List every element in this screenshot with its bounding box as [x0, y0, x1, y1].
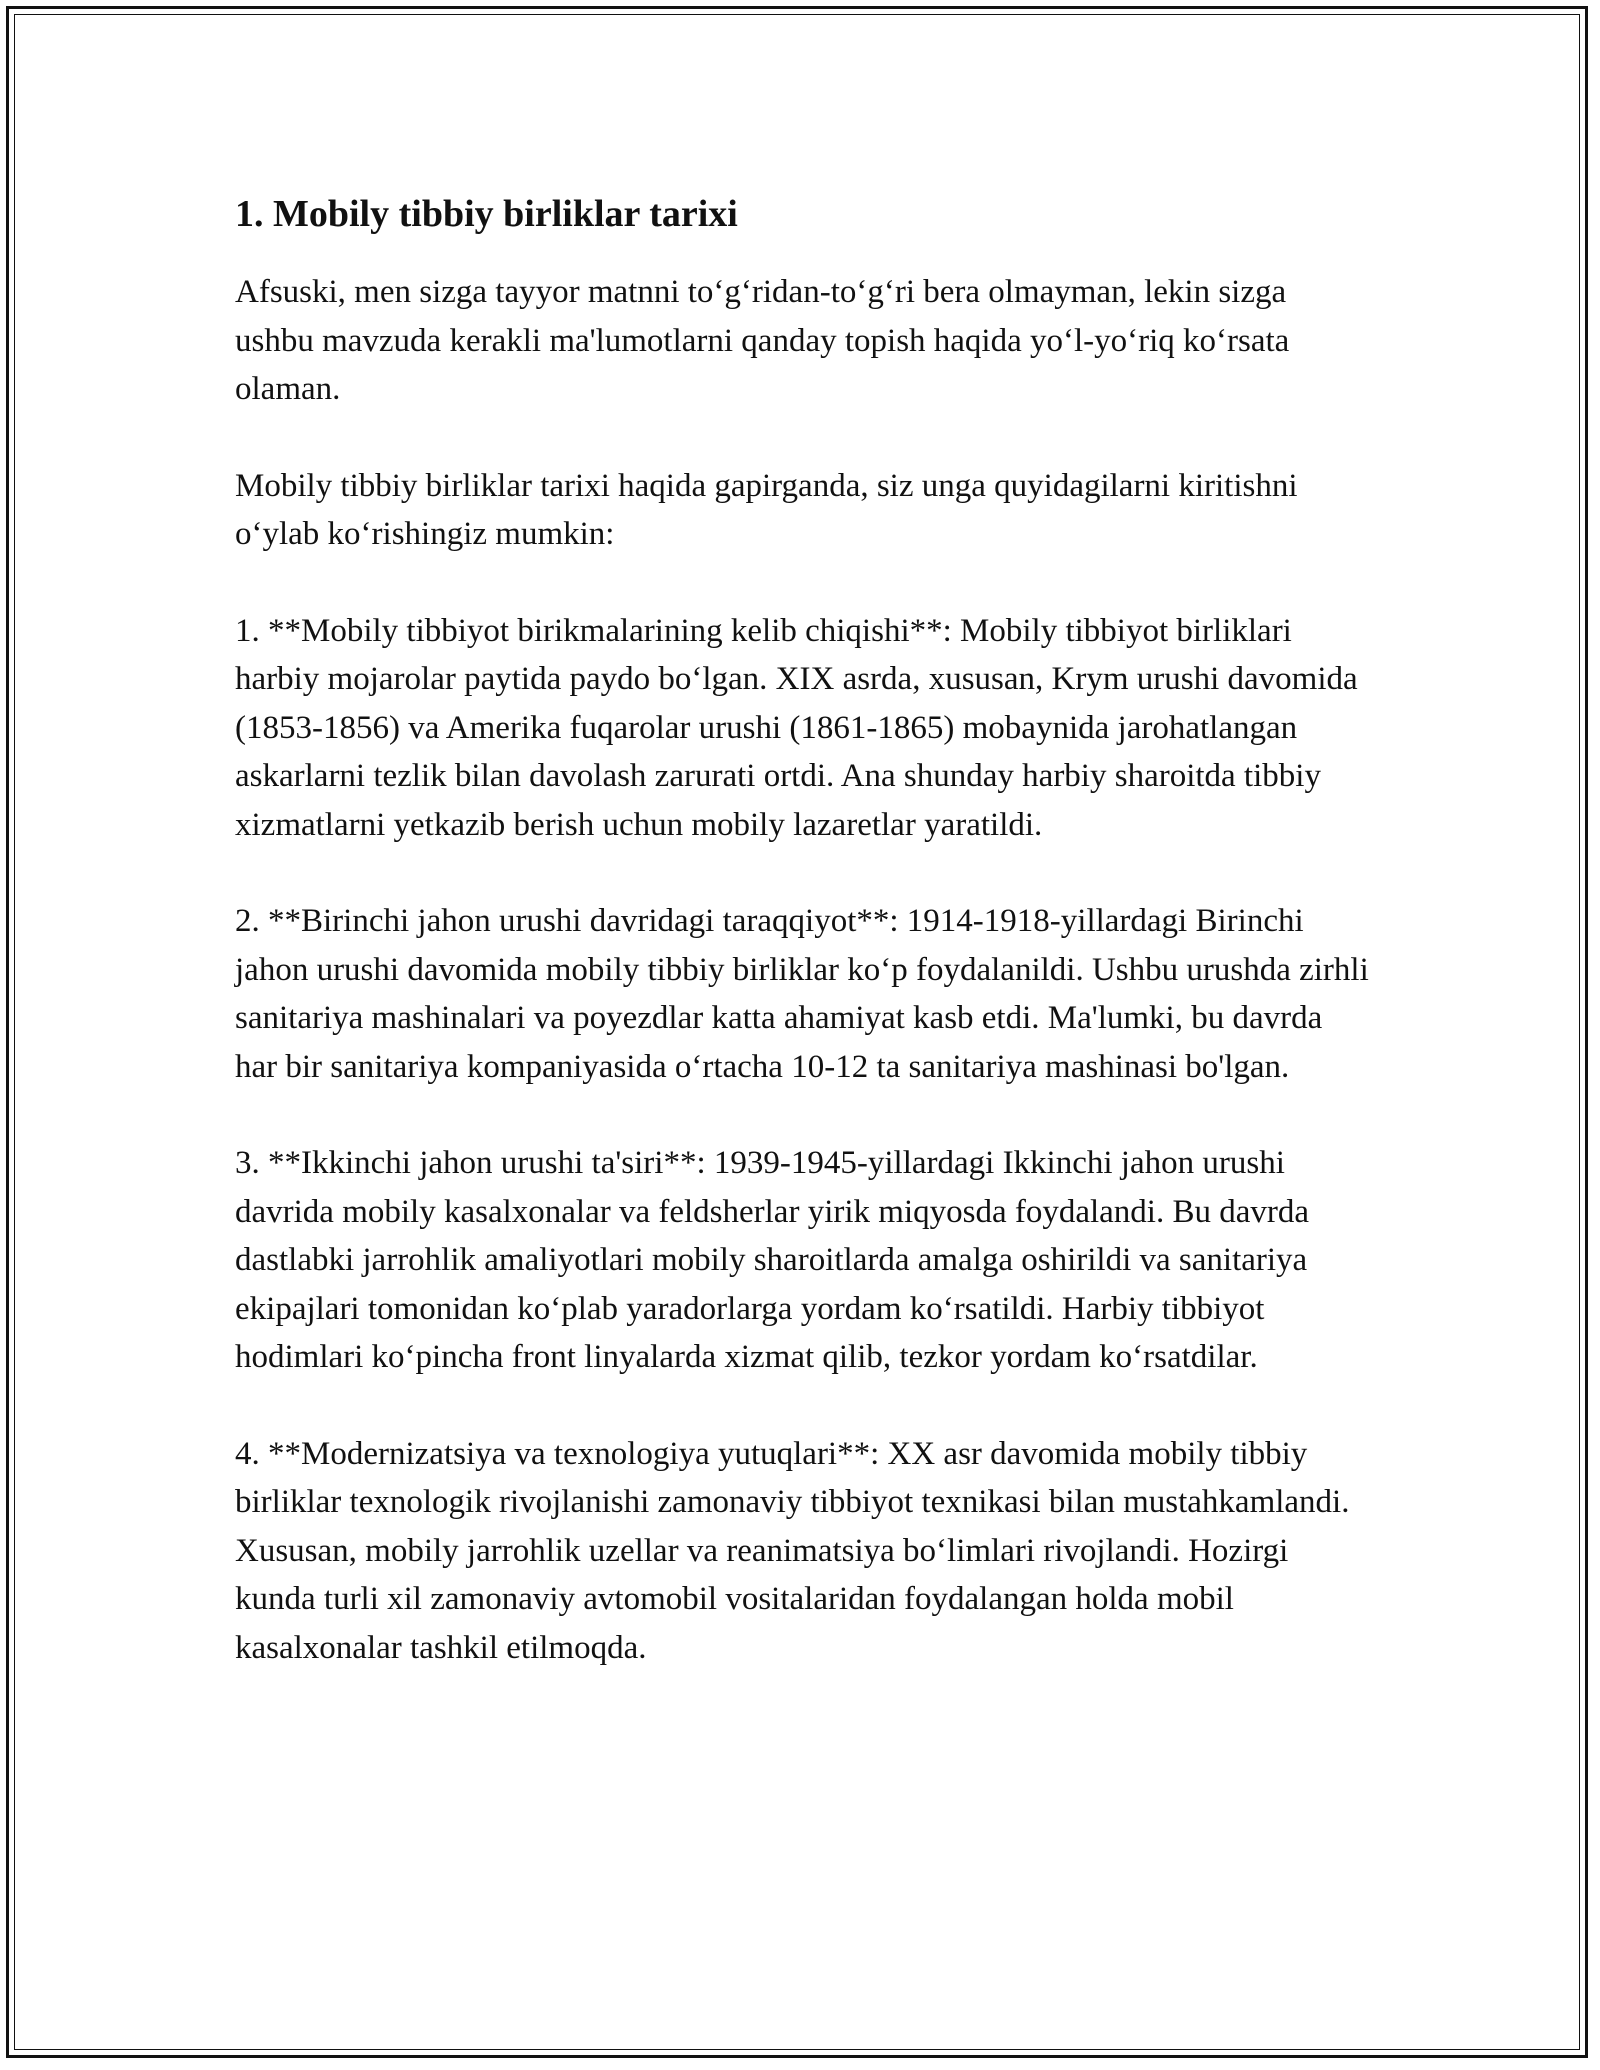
list-item-ww1: 2. **Birinchi jahon urushi davridagi taraqqiyot**: 1914-1918-yillardagi Birinchi jahon urushi davomida mobily tibbiy birliklar ko‘p foydalanildi. Ushbu urushda zirhli sanitariya mashinalari va poyezdlar katta ahamiyat kasb etdi. Ma'lumki, bu davrda har bir sanitariya kompaniyasida o‘rtacha 10-12 ta sanitariya mashinasi bo'lgan. [235, 903, 1369, 1085]
list-item-ww2: 3. **Ikkinchi jahon urushi ta'siri**: 1939-1945-yillardagi Ikkinchi jahon urushi davrida mobily kasalxonalar va feldsherlar yirik miqyosda foydalandi. Bu davrda dastlabki jarrohlik amaliyotlari mobily sharoitlarda amalga oshirildi va sanitariya ekipajlari tomonidan ko‘plab yaradorlarga yordam ko‘rsatildi. Harbiy tibbiyot hodimlari ko‘pincha front linyalarda xizmat qilib, tezkor yordam ko‘rsatdilar. [235, 1145, 1310, 1375]
intro-paragraph: Afsuski, men sizga tayyor matnni to‘g‘ridan-to‘g‘ri bera olmayman, lekin sizga ushbu mavzuda kerakli ma'lumotlarni qanday topish haqida yo‘l-yo‘riq ko‘rsata olaman. [235, 274, 1290, 407]
lead-in-paragraph: Mobily tibbiy birliklar tarixi haqida gapirganda, siz unga quyidagilarni kiritishni o‘ylab ko‘rishingiz mumkin: [235, 467, 1298, 552]
document-body [235, 188, 1370, 1720]
list-item-modernization: 4. **Modernizatsiya va texnologiya yutuqlari**: XX asr davomida mobily tibbiy birliklar texnologik rivojlanishi zamonaviy tibbiyot texnikasi bilan mustahkamlandi. Xususan, mobily jarrohlik uzellar va reanimatsiya bo‘limlari rivojlandi. Hozirgi kunda turli xil zamonaviy avtomobil vositalaridan foydalangan holda mobil kasalxonalar tashkil etilmoqda. [235, 1435, 1350, 1666]
section-heading: 1. Mobily tibbiy birliklar tarixi [235, 193, 738, 235]
list-item-origins: 1. **Mobily tibbiyot birikmalarining kelib chiqishi**: Mobily tibbiyot birliklari harbiy mojarolar paytida paydo bo‘lgan. XIX asrda, xususan, Krym urushi davomida (1853-1856) va Amerika fuqarolar urushi (1861-1865) mobaynida jarohatlangan askarlarni tezlik bilan davolash zarurati ortdi. Ana shunday harbiy sharoitda tibbiy xizmatlarni yetkazib berish uchun mobily lazaretlar yaratildi. [235, 612, 1358, 843]
